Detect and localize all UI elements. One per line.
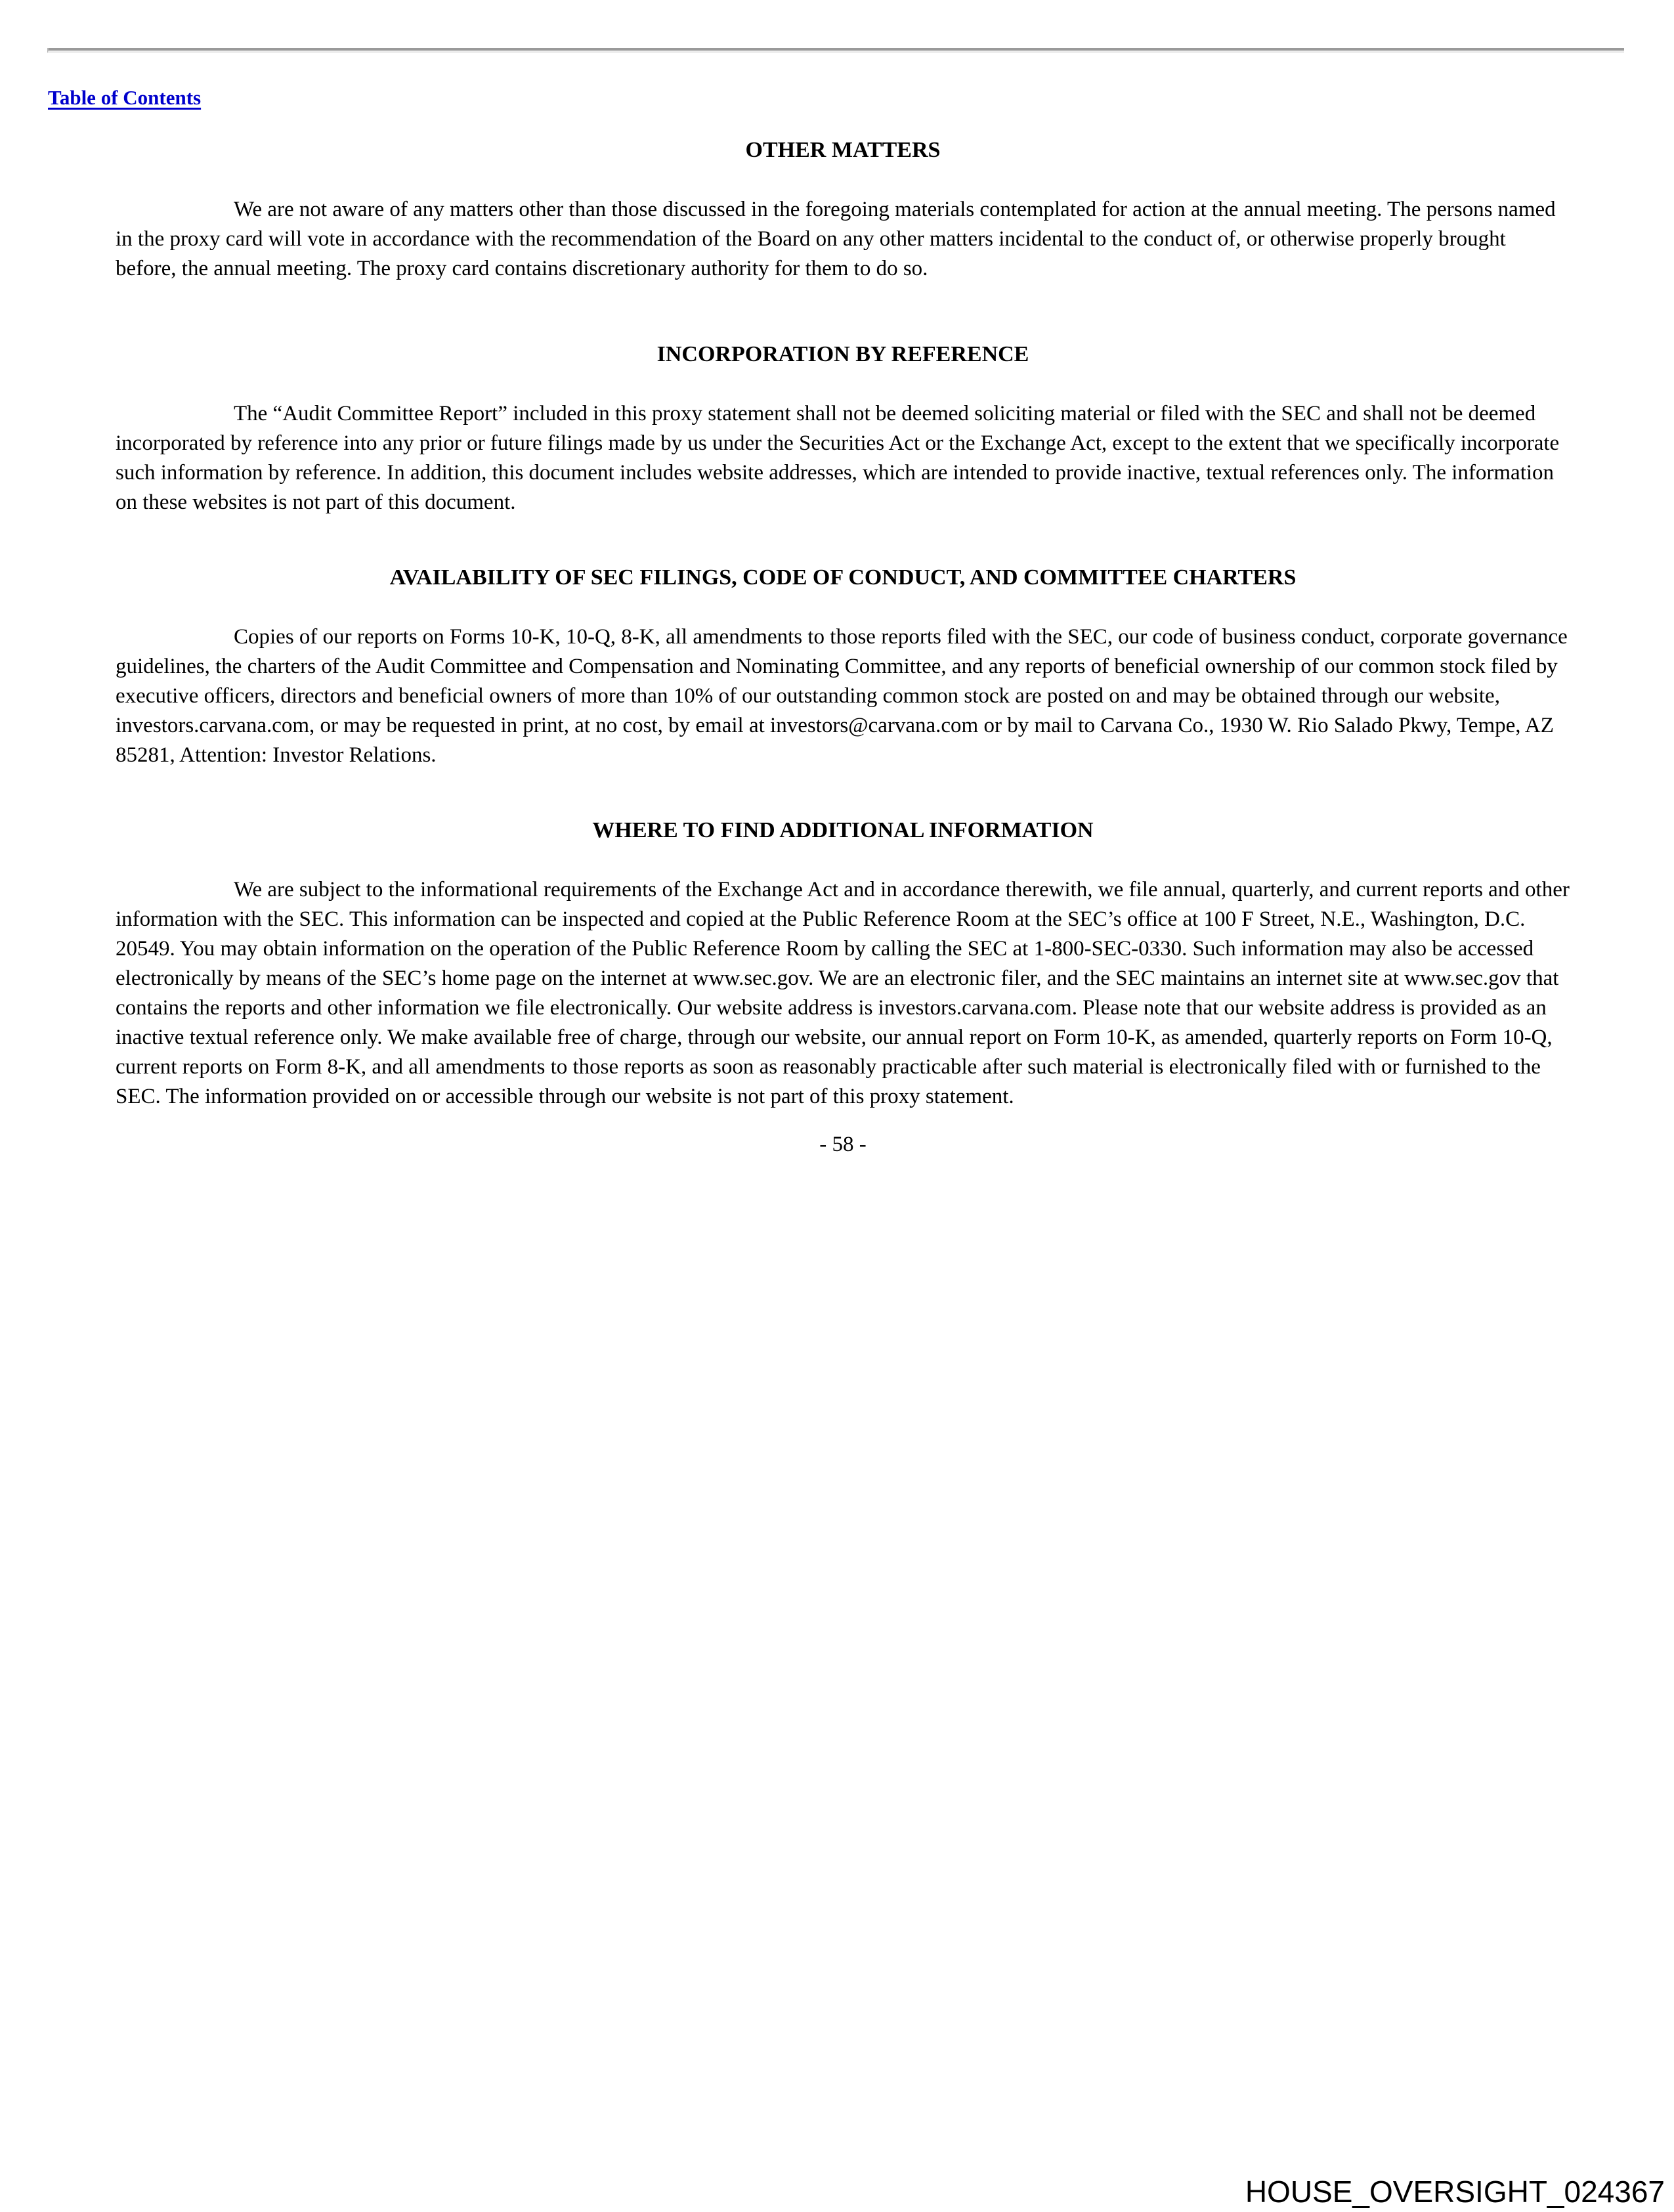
section-other-matters <box>116 137 1570 284</box>
bates-stamp: HOUSE_OVERSIGHT_024367 <box>1245 2175 1665 2209</box>
section-availability-of-sec-filings <box>116 565 1570 770</box>
paragraph-availability-of-sec-filings: Copies of our reports on Forms 10-K, 10-Q, 8-K, all amendments to those reports filed with the SEC, our code of business conduct, corporate governance guidelines, the charters of the Audit Committee and Compensation and Nominating Committee, and any reports of beneficial ownership of our common stock filed by executive officers, directors and beneficial owners of more than 10% of our outstanding common stock are posted on and may be obtained through our website, investors.carvana.com, or may be requested in print, at no cost, by email at investors@carvana.com or by mail to Carvana Co., 1930 W. Rio Salado Pkwy, Tempe, AZ 85281, Attention: Investor Relations. <box>116 625 1568 767</box>
table-of-contents-link[interactable]: Table of Contents <box>48 86 202 109</box>
document-body <box>116 137 1570 1160</box>
heading-incorporation-by-reference: INCORPORATION BY REFERENCE <box>656 342 1029 366</box>
section-incorporation-by-reference <box>116 341 1570 517</box>
page-number: - 58 - <box>819 1133 867 1156</box>
paragraph-incorporation-by-reference: The “Audit Committee Report” included in this proxy statement shall not be deemed soliciting material or filed with the SEC and shall not be deemed incorporated by reference into any prior or future filings made by us under the Securities Act or the Exchange Act, except to the extent that we specifically incorporate such information by reference. In addition, this document includes website addresses, which are intended to provide inactive, textual references only. The information on these websites is not part of this document. <box>116 402 1560 514</box>
heading-where-to-find-additional-information: WHERE TO FIND ADDITIONAL INFORMATION <box>592 818 1094 842</box>
heading-other-matters: OTHER MATTERS <box>745 138 941 162</box>
toc-link-row <box>48 86 1674 110</box>
section-where-to-find-additional-information <box>116 817 1570 1112</box>
heading-availability-of-sec-filings: AVAILABILITY OF SEC FILINGS, CODE OF CONDUCT, AND COMMITTEE CHARTERS <box>389 565 1297 590</box>
paragraph-where-to-find-additional-information: We are subject to the informational requirements of the Exchange Act and in accordance therewith, we file annual, quarterly, and current reports and other information with the SEC. This information can be inspected and copied at the Public Reference Room at the SEC’s office at 100 F Street, N.E., Washington, D.C. 20549. You may obtain information on the operation of the Public Reference Room by calling the SEC at 1-800-SEC-0330. Such information may also be accessed electronically by means of the SEC’s home page on the internet at www.sec.gov. We are an electronic filer, and the SEC maintains an internet site at www.sec.gov that contains the reports and other information we file electronically. Our website address is investors.carvana.com. Please note that our website address is provided as an inactive textual reference only. We make available free of charge, through our website, our annual report on Form 10-K, as amended, quarterly reports on Form 10-Q, current reports on Form 8-K, and all amendments to those reports as soon as reasonably practicable after such material is electronically filed with or furnished to the SEC. The information provided on or accessible through our website is not part of this proxy statement. <box>116 878 1570 1108</box>
top-divider <box>47 48 1624 53</box>
paragraph-other-matters: We are not aware of any matters other than those discussed in the foregoing materials contemplated for action at the annual meeting. The persons named in the proxy card will vote in accordance with the recommendation of the Board on any other matters incidental to the conduct of, or otherwise properly brought before, the annual meeting. The proxy card contains discretionary authority for them to do so. <box>116 198 1556 280</box>
